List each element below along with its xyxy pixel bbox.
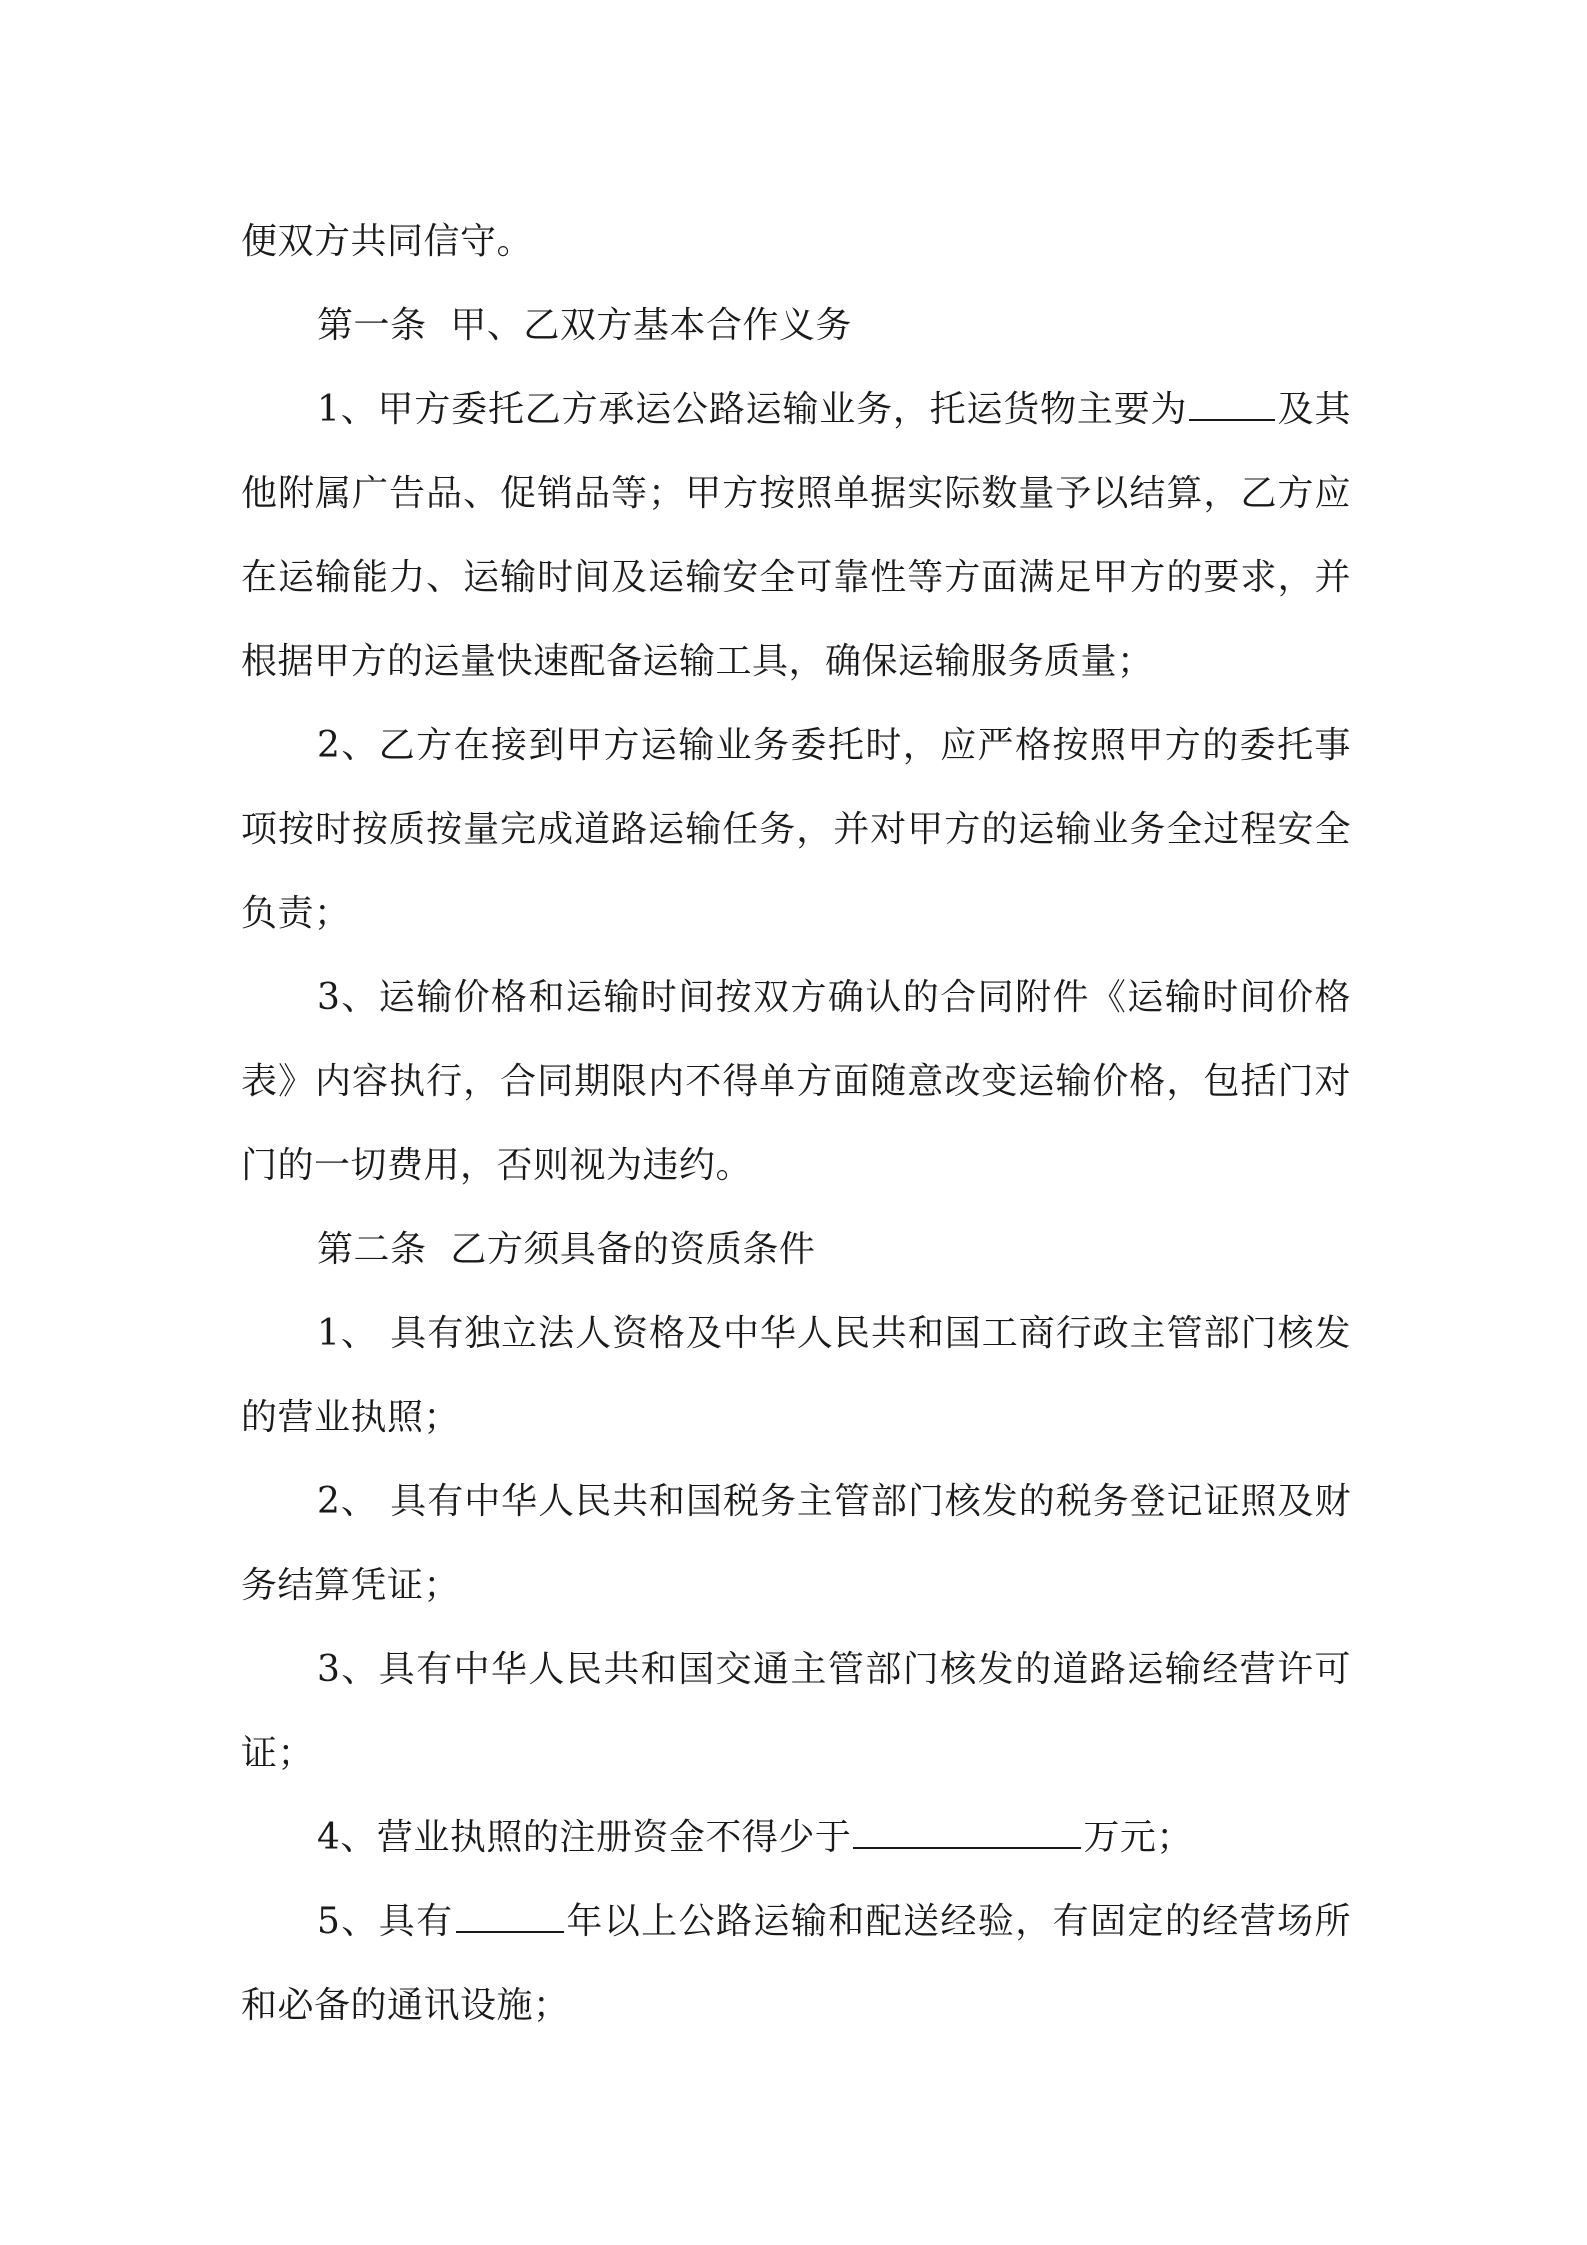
article-1-item-1-text-after: 及其他附属广告品、促销品等；甲方按照单据实际数量予以结算，乙方应在运输能力、运输时间及运输安全可靠性等方面满足甲方的要求，并根据甲方的运量快速配备运输工具，确保运输服务质量； (241, 389, 1351, 682)
article-2-item-2: 2、 具有中华人民共和国税务主管部门核发的税务登记证照及财务结算凭证； (241, 1481, 1351, 1606)
cargo-type-blank (1189, 389, 1275, 421)
article-1-item-1 (241, 368, 1351, 704)
article-2-item-4-text-before: 4、营业执照的注册资金不得少于 (317, 1817, 852, 1858)
article-2-item-5-text-before: 5、具有 (317, 1901, 454, 1942)
registered-capital-blank (853, 1817, 1081, 1849)
article-1-heading: 第一条 甲、乙双方基本合作义务 (317, 305, 852, 346)
article-2-item-4 (241, 1796, 1351, 1880)
document-body (241, 200, 1351, 2048)
article-2-item-1: 1、 具有独立法人资格及中华人民共和国工商行政主管部门核发的营业执照； (241, 1313, 1351, 1438)
article-2-item-3: 3、具有中华人民共和国交通主管部门核发的道路运输经营许可证； (241, 1649, 1351, 1774)
article-1-item-1-text-before: 1、甲方委托乙方承运公路运输业务，托运货物主要为 (317, 389, 1188, 430)
article-2-item-4-text-after: 万元； (1083, 1817, 1193, 1858)
article-2-item-5-text-after: 年以上公路运输和配送经验，有固定的经营场所和必备的通讯设施； (241, 1901, 1351, 2026)
article-2-heading: 第二条 乙方须具备的资质条件 (317, 1229, 816, 1270)
article-2-item-5 (241, 1880, 1351, 2048)
article-1-item-3: 3、运输价格和运输时间按双方确认的合同附件《运输时间价格表》内容执行，合同期限内不得单方面随意改变运输价格，包括门对门的一切费用，否则视为违约。 (241, 977, 1351, 1186)
intro-paragraph: 便双方共同信守。 (241, 221, 534, 262)
article-1-item-2: 2、乙方在接到甲方运输业务委托时，应严格按照甲方的委托事项按时按质按量完成道路运输任务，并对甲方的运输业务全过程安全负责； (241, 725, 1351, 934)
years-experience-blank (456, 1901, 564, 1933)
